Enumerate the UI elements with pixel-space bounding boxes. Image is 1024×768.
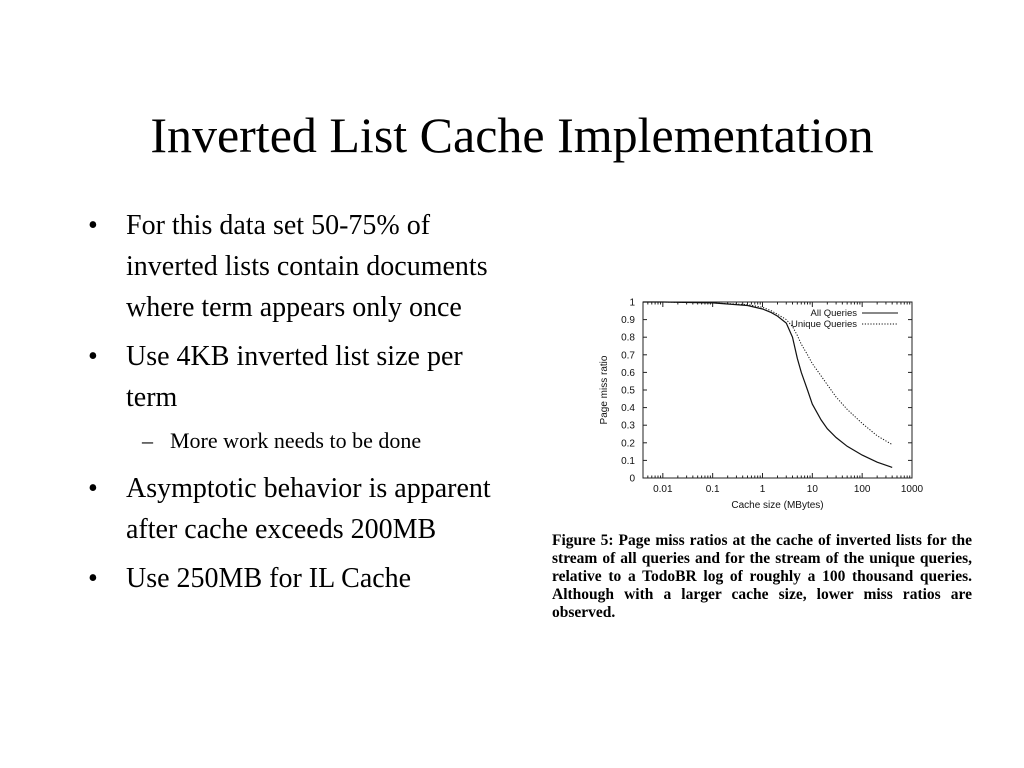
bullet-item [84, 558, 504, 599]
x-axis-label: Cache size (MBytes) [731, 500, 824, 511]
sub-bullet-text: More work needs to be done [170, 428, 422, 453]
x-tick-label: 1 [759, 484, 766, 495]
bullet-marker: • [88, 341, 98, 372]
y-tick-label: 0.3 [621, 420, 635, 432]
y-tick-label: 0.5 [621, 385, 635, 397]
bullet-marker: • [88, 473, 98, 504]
bullet-text: Asymptotic behavior is apparent after cache exceeds 200MB [126, 473, 491, 545]
bullet-marker: • [88, 563, 98, 594]
y-tick-label: 0.1 [621, 455, 635, 467]
bullet-marker: • [88, 210, 98, 241]
bullet-text: Use 4KB inverted list size per term [126, 341, 463, 413]
y-tick-label: 0.9 [621, 315, 635, 327]
bullet-text: Use 250MB for IL Cache [126, 563, 412, 594]
slide-title: Inverted List Cache Implementation [150, 107, 874, 163]
y-tick-label: 0.2 [621, 438, 635, 450]
bullet-item [84, 336, 504, 418]
x-tick-label: 1000 [900, 484, 924, 495]
figure-caption: Figure 5: Page miss ratios at the cache of inverted lists for the stream of all queries and for the stream of the unique queries, relative to a TodoBR log of roughly a 100 thousand queries. Although with a larger cache size, lower miss ratios are observed. [552, 532, 972, 621]
x-tick-label: 100 [853, 484, 871, 495]
plot-frame [643, 302, 912, 478]
y-tick-label: 0.8 [621, 332, 635, 344]
legend-label: All Queries [810, 308, 857, 319]
sub-bullet-item [84, 424, 504, 458]
miss-ratio-chart [580, 290, 940, 520]
x-tick-label: 10 [806, 484, 818, 495]
y-axis-label: Page miss ratio [599, 355, 610, 425]
x-tick-label: 0.1 [705, 484, 720, 495]
y-tick-label: 0.6 [621, 367, 635, 379]
y-tick-label: 0.7 [621, 350, 635, 362]
x-tick-label: 0.01 [653, 484, 673, 495]
bullet-item [84, 468, 504, 550]
bullet-list [84, 205, 504, 607]
bullet-text: For this data set 50-75% of inverted lists contain documents where term appears only once [126, 210, 488, 323]
y-tick-label: 1 [629, 297, 635, 309]
y-tick-label: 0 [629, 473, 635, 485]
legend-label: Unique Queries [790, 319, 857, 330]
y-tick-label: 0.4 [621, 403, 635, 415]
sub-bullet-marker: – [142, 428, 153, 453]
bullet-item [84, 205, 504, 328]
